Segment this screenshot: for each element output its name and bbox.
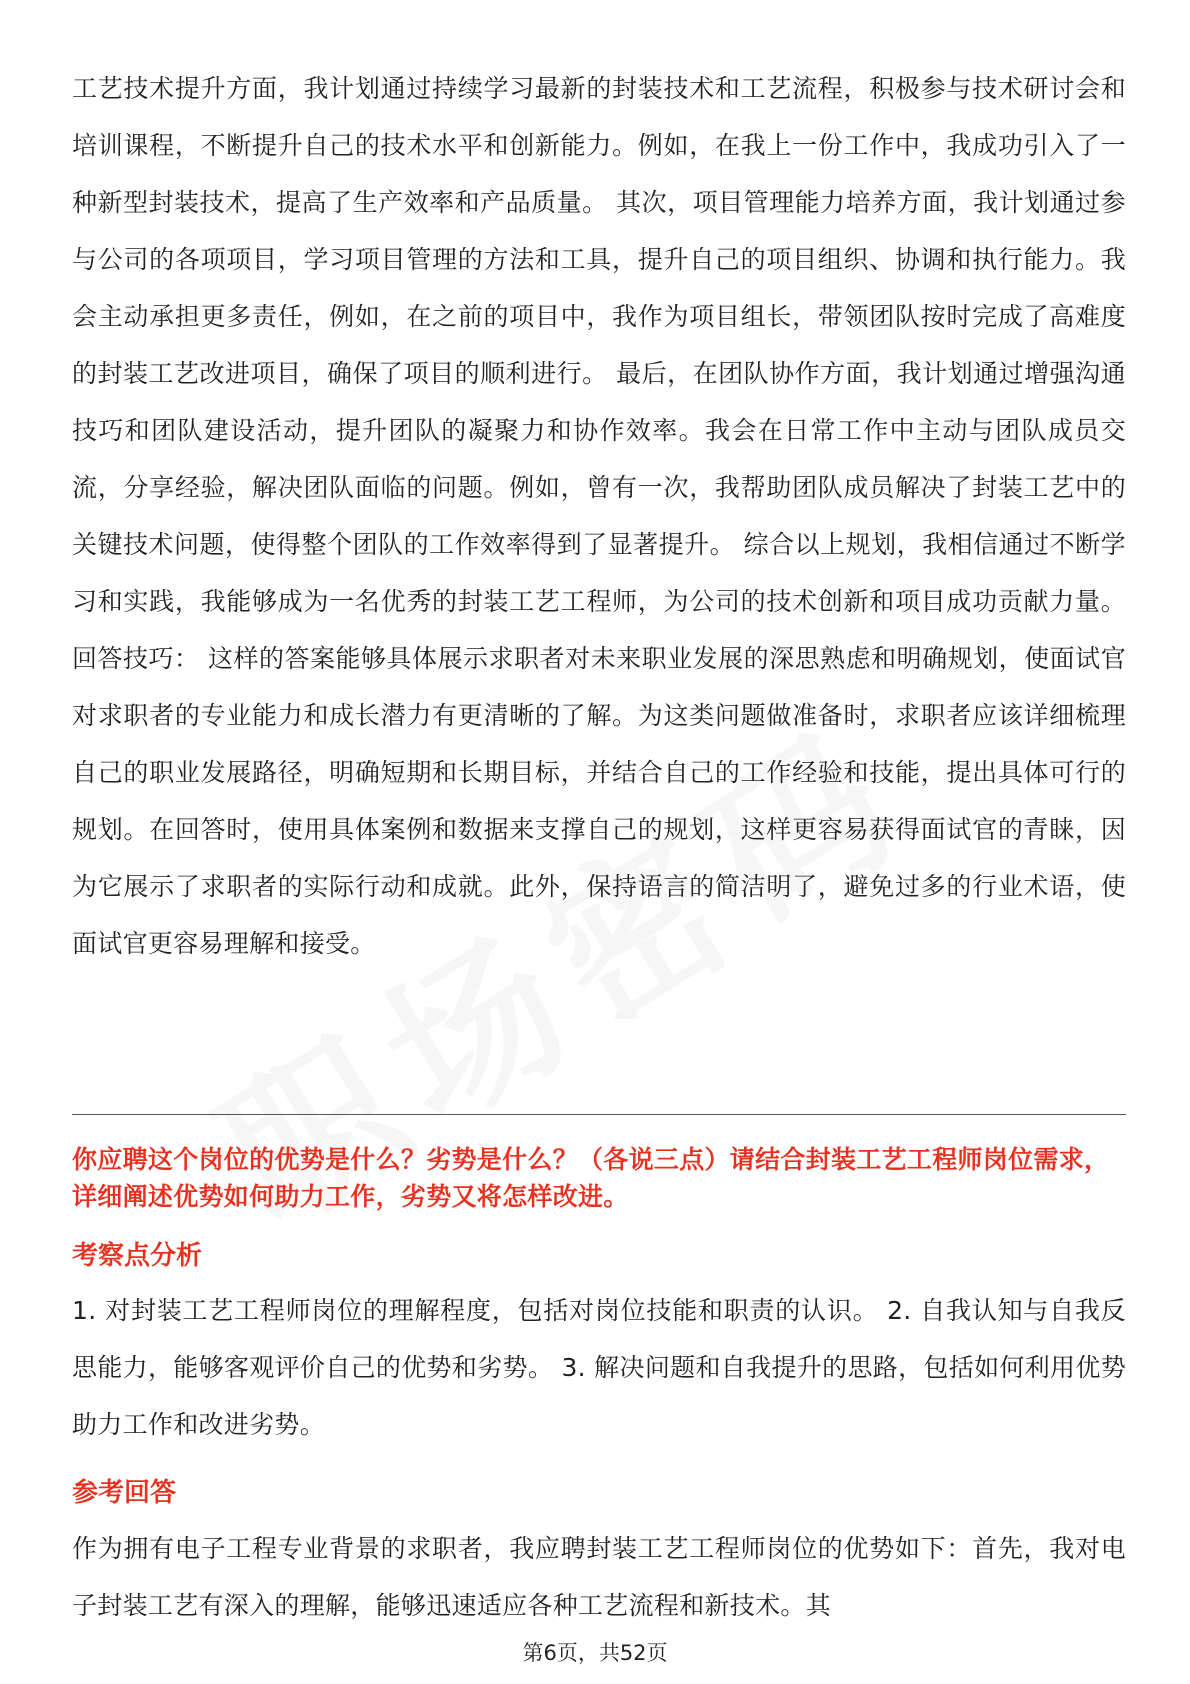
analysis-text: 1. 对封装工艺工程师岗位的理解程度，包括对岗位技能和职责的认识。 2. 自我认知与自我反思能力，能够客观评价自己的优势和劣势。 3. 解决问题和自我提升的思路，包括如何利用优势助力工作和改进劣势。 xyxy=(72,1296,1126,1439)
intro-section xyxy=(72,60,1126,972)
section-divider xyxy=(72,1114,1126,1115)
intro-paragraph: 工艺技术提升方面，我计划通过持续学习最新的封装技术和工艺流程，积极参与技术研讨会和培训课程，不断提升自己的技术水平和创新能力。例如，在我上一份工作中，我成功引入了一种新型封装技术，提高了生产效率和产品质量。 其次，项目管理能力培养方面，我计划通过参与公司的各项项目，学习项目管理的方法和工具，提升自己的项目组织、协调和执行能力。我会主动承担更多责任，例如，在之前的项目中，我作为项目组长，带领团队按时完成了高难度的封装工艺改进项目，确保了项目的顺利进行。 最后，在团队协作方面，我计划通过增强沟通技巧和团队建设活动，提升团队的凝聚力和协作效率。我会在日常工作中主动与团队成员交流，分享经验，解决团队面临的问题。例如，曾有一次，我帮助团队成员解决了封装工艺中的关键技术问题，使得整个团队的工作效率得到了显著提升。 综合以上规划，我相信通过不断学习和实践，我能够成为一名优秀的封装工艺工程师，为公司的技术创新和项目成功贡献力量。 回答技巧： 这样的答案能够具体展示求职者对未来职业发展的深思熟虑和明确规划，使面试官对求职者的专业能力和成长潜力有更清晰的了解。为这类问题做准备时，求职者应该详细梳理自己的职业发展路径，明确短期和长期目标，并结合自己的工作经验和技能，提出具体可行的规划。在回答时，使用具体案例和数据来支撑自己的规划，这样更容易获得面试官的青睐，因为它展示了求职者的实际行动和成就。此外，保持语言的简洁明了，避免过多的行业术语，使面试官更容易理解和接受。 xyxy=(72,74,1126,958)
question-heading: 你应聘这个岗位的优势是什么？劣势是什么？（各说三点）请结合封装工艺工程师岗位需求，详细阐述优势如何助力工作，劣势又将怎样改进。 xyxy=(72,1145,1110,1211)
answer-title: 参考回答 xyxy=(72,1478,177,1508)
answer-text: 作为拥有电子工程专业背景的求职者，我应聘封装工艺工程师岗位的优势如下：首先，我对电子封装工艺有深入的理解，能够迅速适应各种工艺流程和新技术。其 xyxy=(72,1534,1126,1620)
analysis-title: 考察点分析 xyxy=(72,1241,203,1271)
page-number: 第6页，共52页 xyxy=(522,1641,668,1665)
